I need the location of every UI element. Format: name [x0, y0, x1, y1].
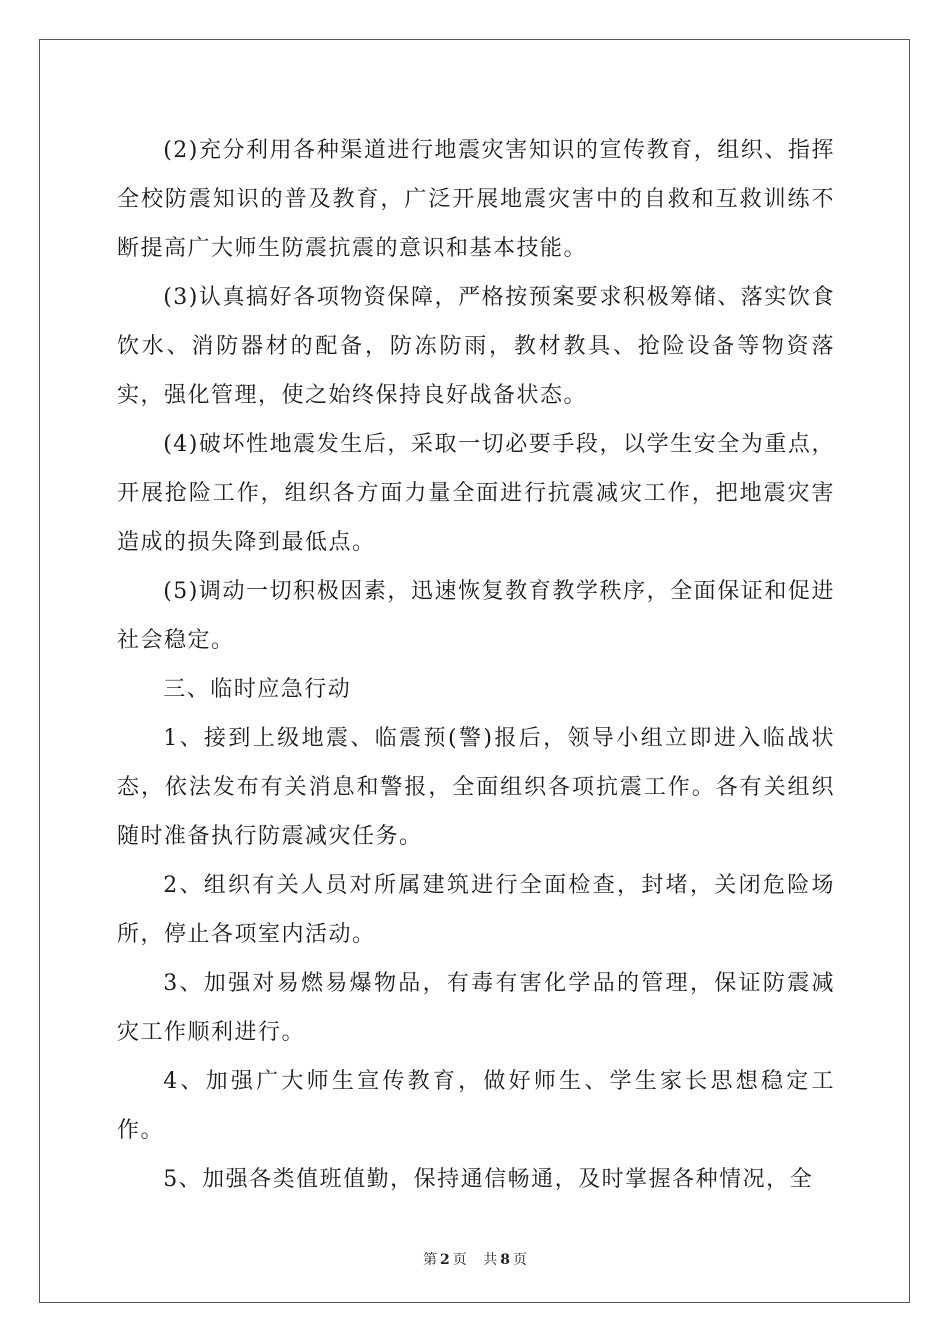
section-heading: 三、临时应急行动 [163, 677, 352, 702]
total-page-number: 8 [500, 1252, 510, 1268]
document-body [117, 126, 835, 1204]
paragraph-action-3: 3、加强对易燃易爆物品，有毒有害化学品的管理，保证防震减灾工作顺利进行。 [117, 971, 835, 1045]
paragraph-action-1: 1、接到上级地震、临震预(警)报后，领导小组立即进入临战状态，依法发布有关消息和警报，全面组织各项抗震工作。各有关组织随时准备执行防震减灾任务。 [117, 726, 835, 849]
paragraph-action-5: 5、加强各类值班值勤，保持通信畅通，及时掌握各种情况，全 [163, 1167, 814, 1192]
current-page-number: 2 [440, 1252, 450, 1268]
page-suffix: 页 [452, 1252, 467, 1268]
total-indicator [480, 1252, 530, 1268]
page-prefix: 第 [423, 1252, 438, 1268]
paragraph-measure-4: (4)破坏性地震发生后，采取一切必要手段，以学生安全为重点，开展抢险工作，组织各方面力量全面进行抗震减灾工作，把地震灾害造成的损失降到最低点。 [117, 432, 835, 555]
paragraph-measure-5: (5)调动一切积极因素，迅速恢复教育教学秩序，全面保证和促进社会稳定。 [117, 579, 835, 653]
paragraph-action-2: 2、组织有关人员对所属建筑进行全面检查，封堵，关闭危险场所，停止各项室内活动。 [117, 873, 835, 947]
paragraph-measure-3: (3)认真搞好各项物资保障，严格按预案要求积极筹储、落实饮食饮水、消防器材的配备，防冻防雨，教材教具、抢险设备等物资落实，强化管理，使之始终保持良好战备状态。 [117, 285, 835, 408]
paragraph-measure-2: (2)充分利用各种渠道进行地震灾害知识的宣传教育，组织、指挥全校防震知识的普及教育，广泛开展地震灾害中的自救和互救训练不断提高广大师生防震抗震的意识和基本技能。 [117, 138, 835, 261]
total-suffix: 页 [512, 1252, 527, 1268]
total-prefix: 共 [483, 1252, 498, 1268]
page-indicator [420, 1252, 470, 1268]
page-footer [0, 1249, 950, 1269]
paragraph-action-4: 4、加强广大师生宣传教育，做好师生、学生家长思想稳定工作。 [117, 1069, 835, 1143]
